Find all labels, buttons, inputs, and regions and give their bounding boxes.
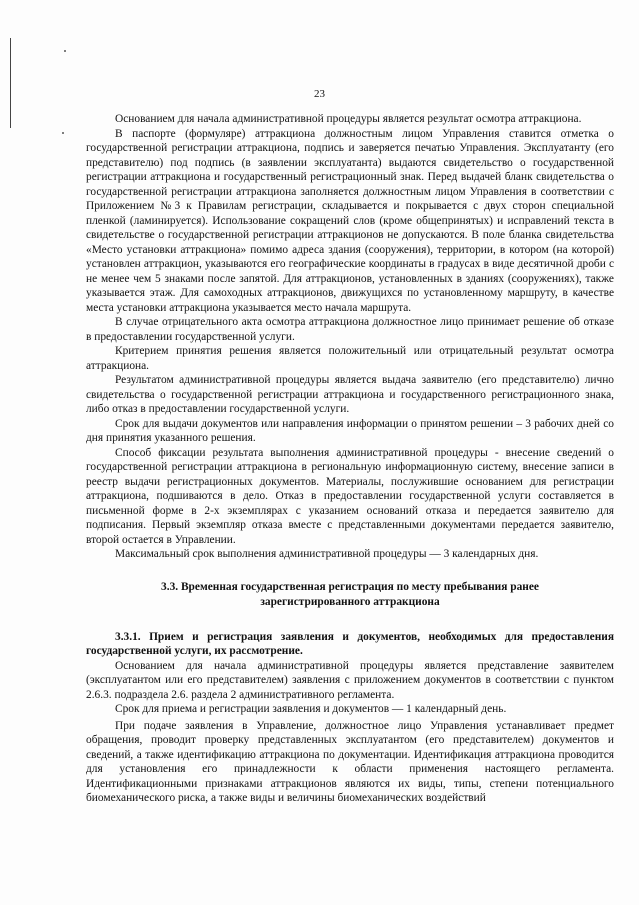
paragraph: Основанием для начала административной процедуры является результат осмотра аттракциона. — [115, 113, 582, 125]
paragraph: Критерием принятия решения является положительный или отрицательный результат осмотра аттракциона. — [86, 345, 614, 372]
paragraph: Результатом административной процедуры является выдача заявителю (его представителю) лично свидетельства о государственной регистрации аттракциона и государственного регистрационного знака, либо отказ в предоставлении государственной услуги. — [86, 374, 614, 415]
paragraph: В случае отрицательного акта осмотра аттракциона должностное лицо принимает решение об отказе в предоставлении государственной услуги. — [86, 316, 614, 343]
paragraph: Способ фиксации результата выполнения административной процедуры - внесение сведений о государственной регистрации аттракциона в региональную информационную систему, внесение записи в реестр выдачи регистрационных документов. Материалы, послужившие основанием для регистрации аттракциона, подшиваются в дело. Отказ в предоставлении государственной услуги составляется в письменной форме в 2-х экземплярах с указанием оснований отказа и передается заявителю для подписания. Первый экземпляр отказа вместе с представленными документами передается заявителю, второй остается в Управлении. — [86, 446, 614, 546]
body-text — [86, 112, 614, 806]
section-title — [86, 580, 614, 610]
paragraph: При подаче заявления в Управление, должностное лицо Управления устанавливает предмет обращения, проводит проверку представленных эксплуатантом (его представителем) документов и сведений, а также идентификацию аттракциона по документации. Идентификация аттракциона проводится для установления его принадлежности к области применения настоящего регламента. Идентификационными признаками аттракционов являются их виды, типы, степени потенциального биомеханического риска, а также виды и величины биомеханических воздействий — [86, 719, 614, 804]
paragraph: Основанием для начала административной процедуры является представление заявителем (эксплуатантом или его представителем) заявления с приложением документов в соответствии с пунктом 2.6.3. подраздела 2.6. раздела 2 административного регламента. — [86, 659, 614, 701]
paragraph: Срок для выдачи документов или направления информации о принятом решении – 3 рабочих дней со дня принятия указанного решения. — [86, 417, 614, 444]
scan-edge-line — [10, 38, 11, 128]
page-number: 23 — [314, 88, 325, 100]
subsection-heading: 3.3.1. Прием и регистрация заявления и документов, необходимых для предоставления государственной услуги, их рассмотрение. — [86, 630, 614, 657]
paragraph: В паспорте (формуляре) аттракциона должностным лицом Управления ставится отметка о государственной регистрации аттракциона, подпись и заверяется печатью Управления. Эксплуатанту (его представителю) под подпись (в заявлении эксплуатанта) выдаются свидетельство о государственной регистрации аттракциона и государственный регистрационный знак. Перед выдачей бланк свидетельства о государственной регистрации аттракциона заполняется должностным лицом Управления в соответствии с Приложением №3 к Правилам регистрации, складывается и покрывается с двух сторон специальной пленкой (ламинируется). Использование сокращений слов (кроме общепринятых) и исправлений текста в свидетельстве о государственной регистрации аттракционов не допускаются. В поле бланка свидетельства «Место установки аттракциона» помимо адреса здания (сооружения), территории, в котором (на которой) установлен аттракцион, указываются его географические координаты в градусах в виде десятичной дроби с не менее чем 5 знаками после запятой. Для аттракционов, установленных в зданиях (сооружениях), также указывается этаж. Для самоходных аттракционов, движущихся по установленному маршруту, в качестве места установки аттракциона указывается место начала маршрута. — [86, 127, 614, 314]
scan-speck — [64, 50, 66, 52]
paragraph: Срок для приема и регистрации заявления и документов — 1 календарный день. — [115, 703, 507, 715]
scan-speck — [62, 132, 64, 134]
section-title-line: 3.3. Временная государственная регистрация по месту пребывания ранее — [161, 580, 539, 593]
section-title-line: зарегистрированного аттракциона — [260, 595, 440, 608]
paragraph: Максимальный срок выполнения административной процедуры — 3 календарных дня. — [115, 548, 539, 560]
